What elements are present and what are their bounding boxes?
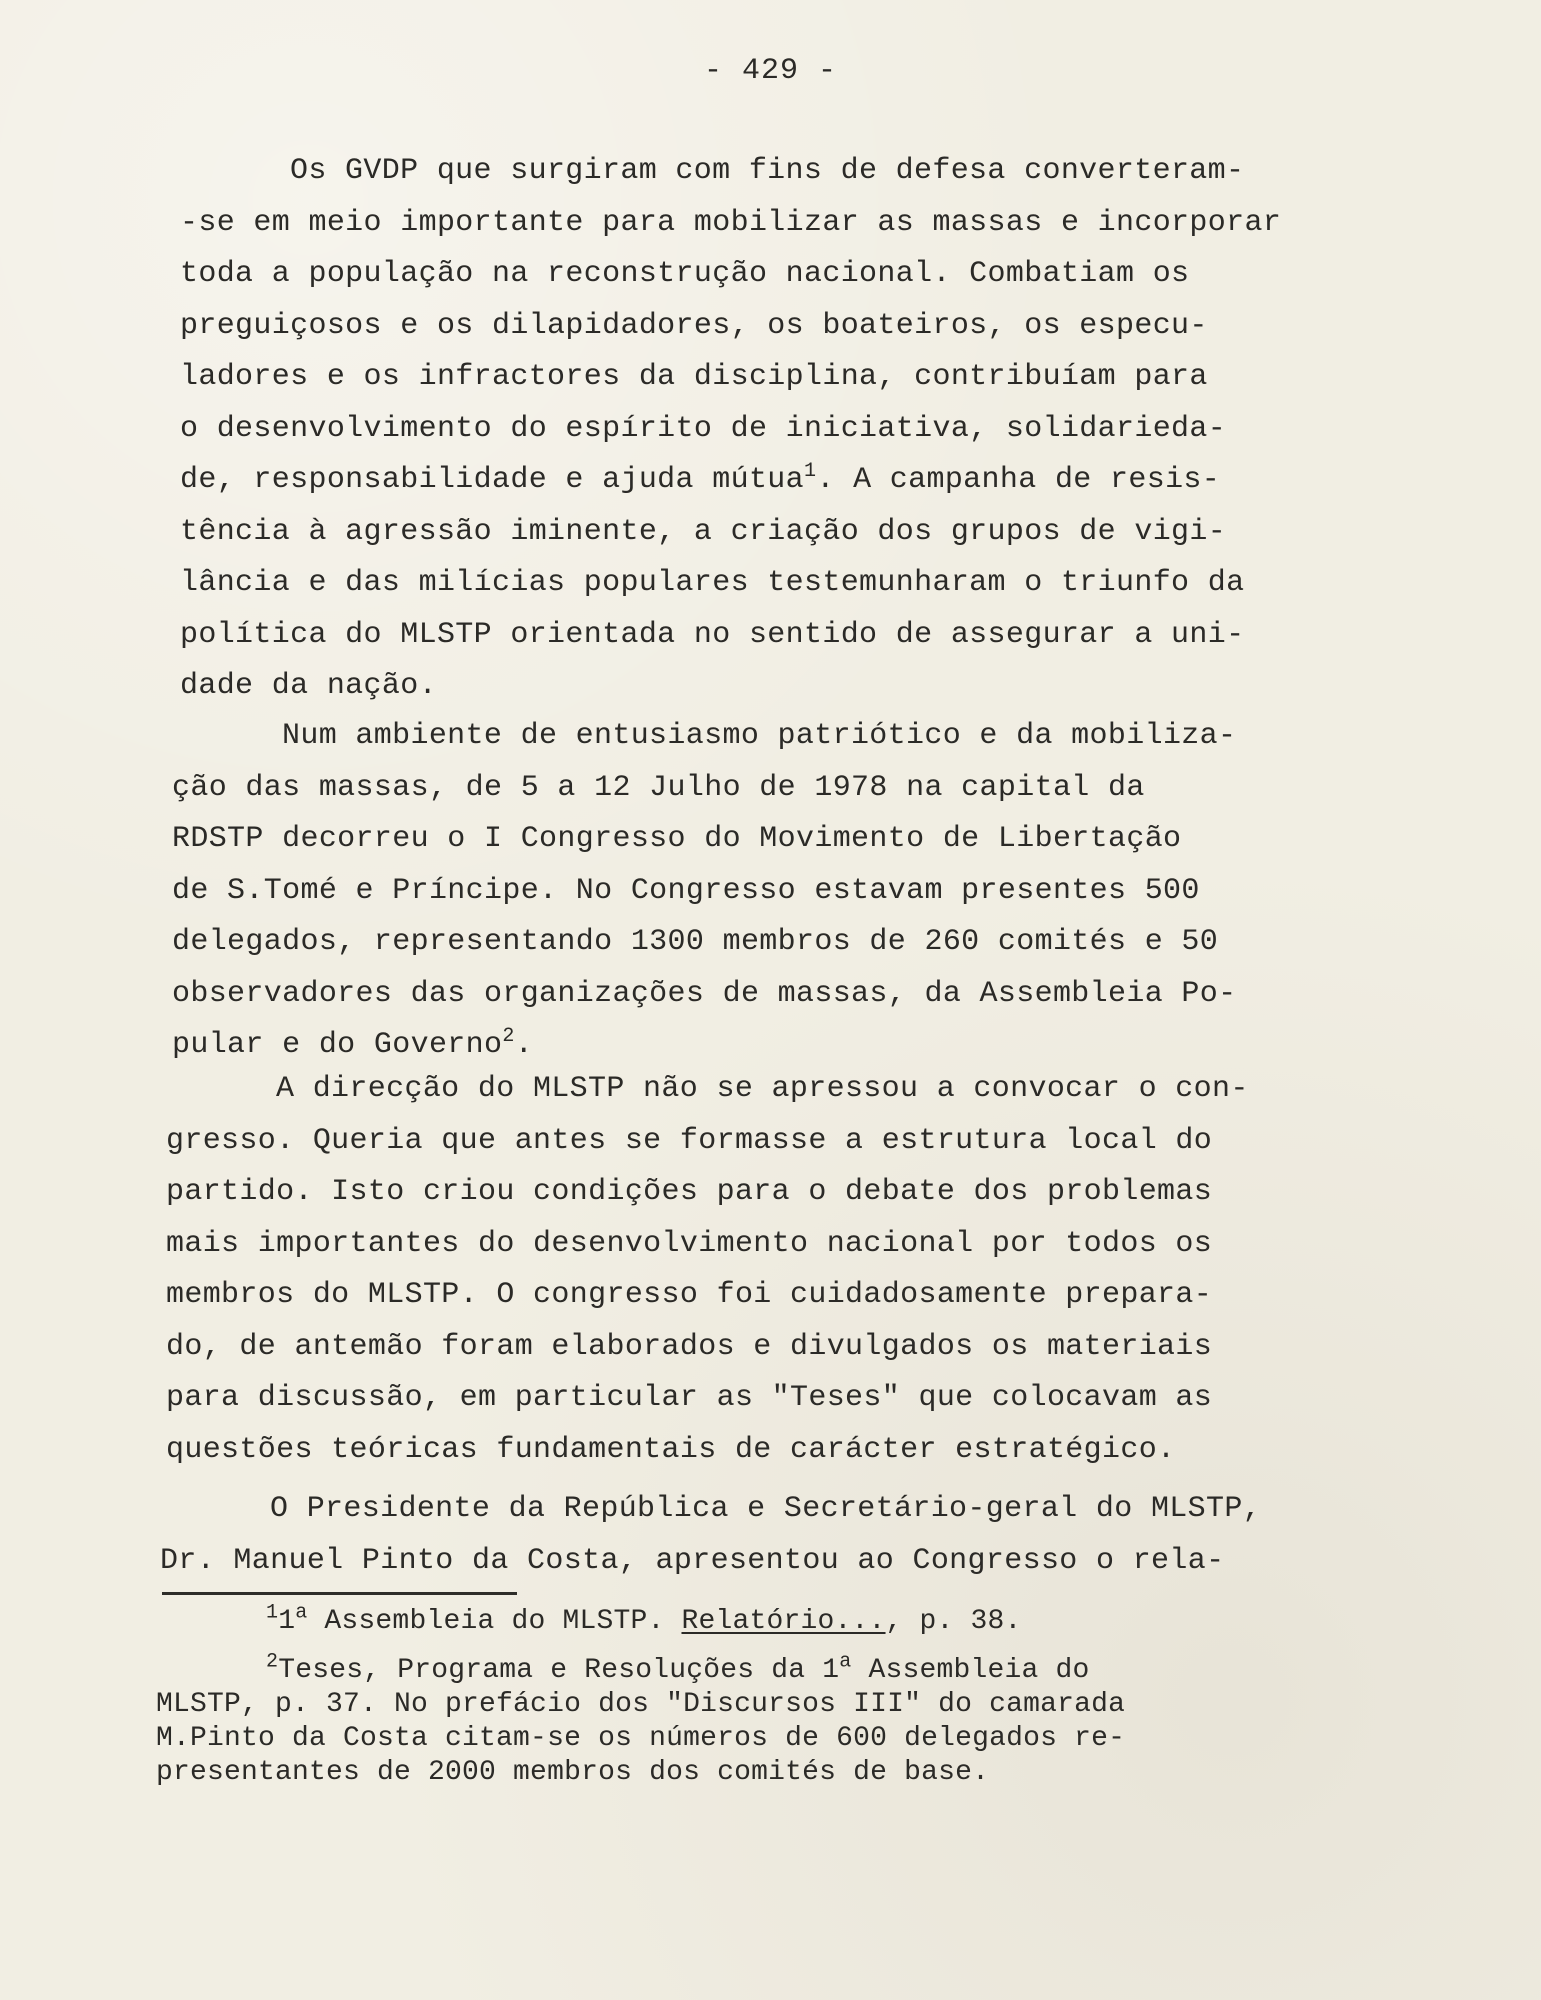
paragraph-line: gresso. Queria que antes se formasse a estrutura local do — [166, 1123, 1213, 1158]
paragraph-line: RDSTP decorreu o I Congresso do Movimento de Libertação — [172, 822, 1182, 856]
footnote-line: M.Pinto da Costa citam-se os números de 600 delegados re- — [156, 1723, 1126, 1754]
footnote-separator — [162, 1592, 517, 1595]
paragraph-line-text: pular e do Governo — [172, 1028, 503, 1062]
footnote-text: Teses, Programa e Resoluções da 1 — [278, 1655, 840, 1686]
footnotes — [156, 1601, 1126, 1790]
paragraph-line: -se em meio importante para mobilizar as massas e incorporar — [180, 205, 1282, 240]
footnote-ordinal: a — [295, 1601, 308, 1625]
paragraph-line: Num ambiente de entusiasmo patriótico e da mobiliza- — [282, 719, 1237, 753]
paragraph-line: ção das massas, de 5 a 12 Julho de 1978 na capital da — [172, 770, 1145, 805]
footnote-text-end: Assembleia do — [851, 1655, 1090, 1686]
paragraph-line-continuation: . A campanha de resis- — [816, 463, 1221, 497]
paragraph-line: questões teóricas fundamentais de carácter estratégico. — [166, 1432, 1176, 1467]
paragraph-line-continuation: . — [514, 1028, 534, 1062]
paragraph-line: preguiçosos e os dilapidadores, os boateiros, os especu- — [180, 308, 1208, 343]
paragraph-line: membros do MLSTP. O congresso foi cuidadosamente prepara- — [166, 1278, 1213, 1312]
paragraph-line: do, de antemão foram elaborados e divulgados os materiais — [166, 1329, 1213, 1364]
footnote-number: 1 — [266, 1601, 279, 1625]
paragraph-president — [160, 1484, 1261, 1587]
footnote-1 — [156, 1601, 1125, 1639]
paragraph-line: observadores das organizações de massas, da Assembleia Po- — [172, 976, 1237, 1011]
footnote-text: Assembleia do MLSTP. — [307, 1606, 682, 1637]
paragraph-line-text: de, responsabilidade e ajuda mútua — [180, 463, 804, 497]
paragraph-line: delegados, representando 1300 membros de 260 comités e 50 — [172, 925, 1219, 959]
paragraph-gvdp — [180, 146, 1281, 713]
paragraph-line: de S.Tomé e Príncipe. No Congresso estavam presentes 500 — [172, 873, 1200, 908]
footnote-title: Relatório... — [681, 1606, 886, 1637]
paragraph-line: dade da nação. — [180, 669, 437, 703]
footnote-assembly-number: 1 — [278, 1606, 296, 1637]
page-number: - 429 - — [703, 54, 838, 88]
footnote-line: presentantes de 2000 membros dos comités de base. — [156, 1757, 990, 1788]
footnote-reference: 1 — [804, 460, 817, 483]
paragraph-line: mais importantes do desenvolvimento nacional por todos os — [166, 1226, 1213, 1261]
paragraph-line: A direcção do MLSTP não se apressou a convocar o con- — [276, 1072, 1249, 1106]
paragraph-line: ladores e os infractores da disciplina, contribuíam para — [180, 360, 1208, 394]
paragraph-line: o desenvolvimento do espírito de iniciativa, solidarieda- — [180, 411, 1227, 446]
footnote-number: 2 — [266, 1650, 279, 1674]
footnote-line — [156, 1650, 1125, 1688]
paragraph-line: Os GVDP que surgiram com fins de defesa converteram- — [290, 154, 1245, 188]
paragraph-line: toda a população na reconstrução nacional. Combatiam os — [180, 257, 1190, 291]
paragraph-direction — [166, 1064, 1249, 1476]
footnote-page: , p. 38. — [885, 1606, 1022, 1637]
paragraph-line-with-note — [180, 455, 1281, 507]
footnote-reference: 2 — [502, 1025, 515, 1048]
paragraph-line: Dr. Manuel Pinto da Costa, apresentou ao Congresso o rela- — [160, 1543, 1225, 1578]
paragraph-congress — [172, 711, 1236, 1072]
paragraph-line: lância e das milícias populares testemunharam o triunfo da — [180, 566, 1245, 600]
paragraph-line: política do MLSTP orientada no sentido de assegurar a uni- — [180, 617, 1245, 652]
paragraph-line: tência à agressão iminente, a criação dos grupos de vigi- — [180, 514, 1227, 549]
paragraph-line: partido. Isto criou condições para o debate dos problemas — [166, 1175, 1213, 1209]
footnote-ordinal: a — [839, 1650, 852, 1674]
paragraph-line: para discussão, em particular as "Teses" que colocavam as — [166, 1381, 1213, 1415]
footnote-line: MLSTP, p. 37. No prefácio dos "Discursos III" do camarada — [156, 1689, 1126, 1720]
paragraph-line: O Presidente da República e Secretário-geral do MLSTP, — [270, 1492, 1262, 1526]
footnote-2 — [156, 1650, 1126, 1790]
